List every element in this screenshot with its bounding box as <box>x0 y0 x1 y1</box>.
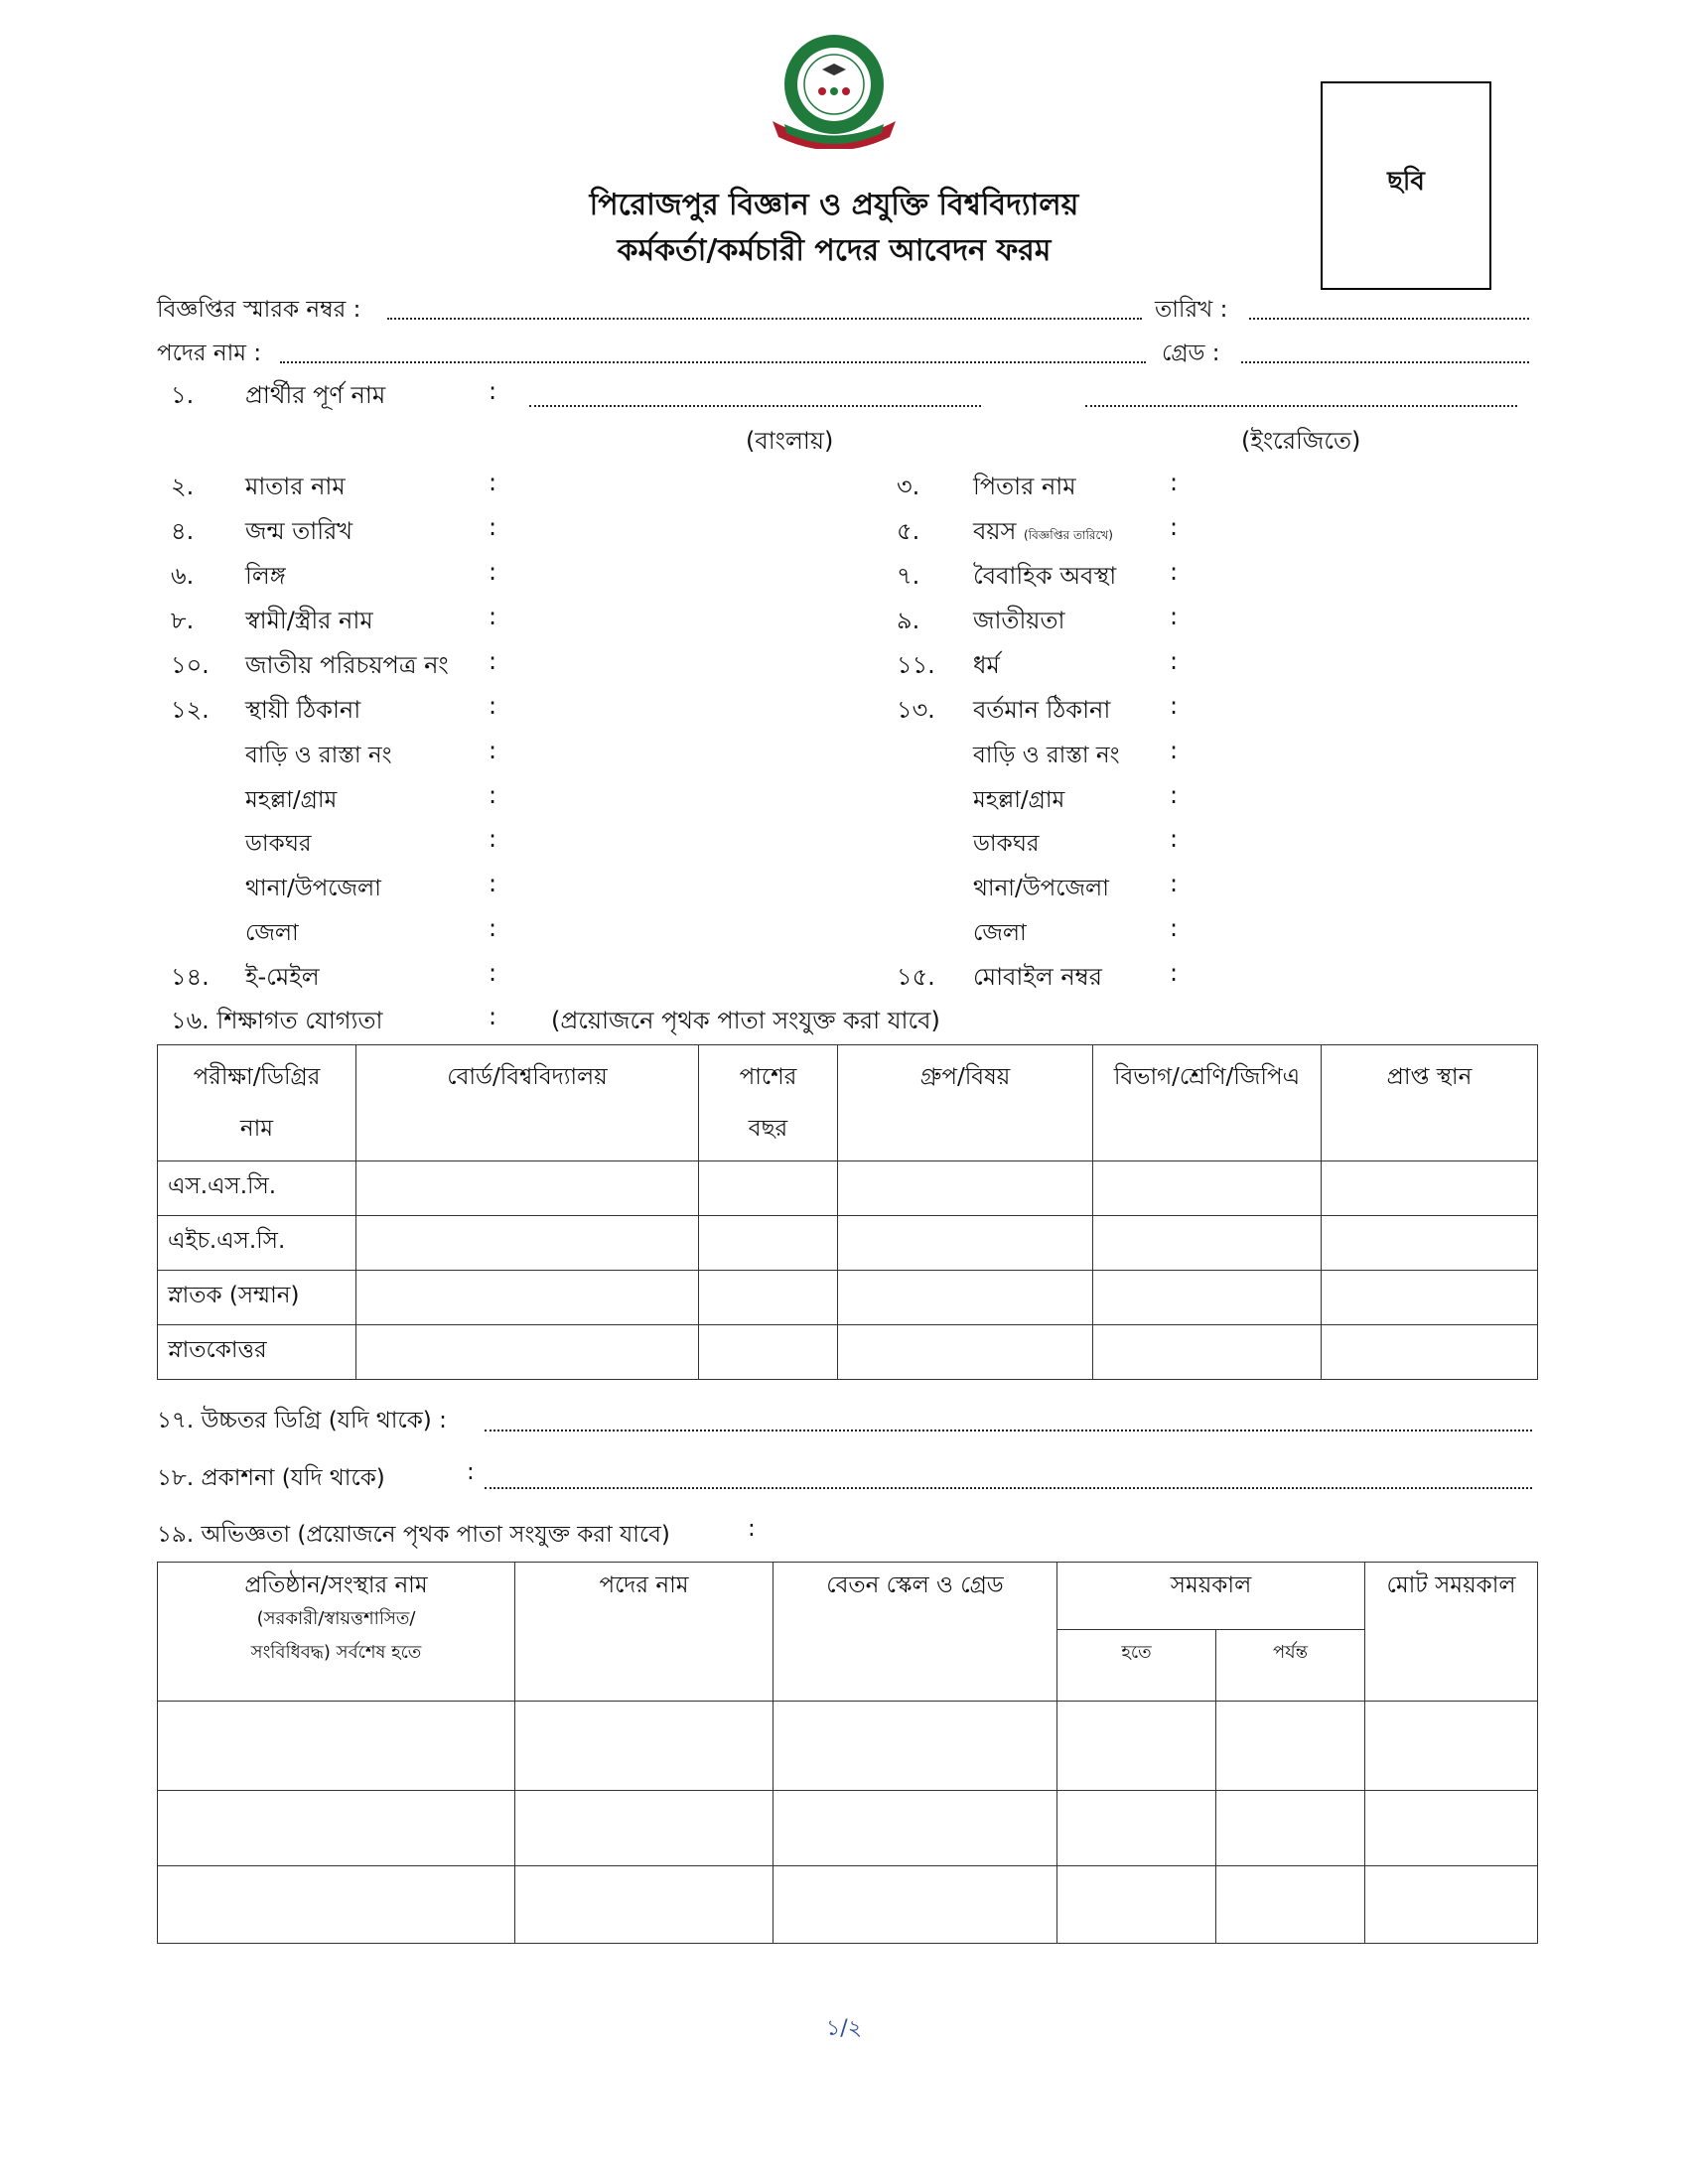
pres-upazila-label: থানা/উপজেলা <box>973 876 1109 901</box>
table-row <box>158 1702 1538 1791</box>
field-colon: : <box>1170 692 1179 720</box>
table-cell[interactable] <box>699 1271 838 1325</box>
table-cell[interactable] <box>356 1325 699 1380</box>
table-cell[interactable] <box>515 1791 774 1866</box>
grade-label: গ্রেড : <box>1162 341 1220 366</box>
table-cell[interactable] <box>1365 1866 1538 1944</box>
field-12-label: স্থায়ী ঠিকানা <box>245 696 361 724</box>
education-table <box>157 1044 1538 1380</box>
field-14-label: ই-মেইল <box>245 963 320 991</box>
field-6-num: ৬. <box>171 562 195 590</box>
field-colon: : <box>489 469 497 496</box>
field-colon: : <box>489 692 497 720</box>
col-period: সময়কাল <box>1057 1563 1365 1630</box>
university-title: পিরোজপুর বিজ্ঞান ও প্রযুক্তি বিশ্ববিদ্যালয় <box>589 188 1079 222</box>
field-5-label-text: বয়স <box>973 517 1017 545</box>
table-cell[interactable] <box>1216 1866 1365 1944</box>
table-cell[interactable] <box>1057 1702 1216 1791</box>
name-bangla-input[interactable] <box>529 383 981 407</box>
field-colon: : <box>489 870 497 897</box>
field-1-num: ১. <box>171 381 195 409</box>
field-colon: : <box>489 959 497 987</box>
field-12-num: ১২. <box>171 696 210 724</box>
field-8-num: ৮. <box>171 607 195 634</box>
field-3-num: ৩. <box>897 473 920 500</box>
field-5-num: ৫. <box>897 517 920 545</box>
memo-label: বিজ্ঞপ্তির স্মারক নম্বর : <box>157 297 361 323</box>
table-cell[interactable] <box>1093 1325 1322 1380</box>
experience-label: ১৯. অভিজ্ঞতা (প্রয়োজনে পৃথক পাতা সংযুক্ত করা যাবে) <box>157 1522 670 1548</box>
field-5-label <box>973 513 1113 553</box>
university-logo <box>765 30 904 149</box>
publication-colon: : <box>467 1459 475 1485</box>
table-cell[interactable] <box>699 1161 838 1216</box>
field-colon: : <box>1170 781 1179 809</box>
field-9-num: ৯. <box>897 607 920 634</box>
field-14-num: ১৪. <box>171 963 210 991</box>
field-colon: : <box>489 513 497 541</box>
field-colon: : <box>1170 737 1179 764</box>
col-org-line2: (সরকারী/স্বায়ত্তশাসিত/ <box>256 1608 416 1629</box>
date-input[interactable] <box>1249 296 1529 320</box>
col-total-period: মোট সময়কাল <box>1365 1563 1538 1702</box>
table-cell[interactable] <box>1322 1325 1538 1380</box>
pres-village-label: মহল্লা/গ্রাম <box>973 787 1065 813</box>
page-number: ১/২ <box>826 2016 862 2041</box>
table-cell[interactable] <box>1365 1702 1538 1791</box>
col-year <box>699 1045 838 1161</box>
field-11-label: ধর্ম <box>973 651 1000 679</box>
date-label: তারিখ : <box>1155 297 1228 323</box>
table-cell[interactable] <box>1365 1791 1538 1866</box>
field-colon: : <box>1170 558 1179 586</box>
perm-upazila-label: থানা/উপজেলা <box>245 876 381 901</box>
field-colon: : <box>1170 959 1179 987</box>
field-colon: : <box>1170 914 1179 942</box>
english-caption: (ইংরেজিতে) <box>1241 427 1361 455</box>
field-8-label: স্বামী/স্ত্রীর নাম <box>245 607 373 634</box>
col-exam-line1: পরীক্ষা/ডিগ্রির <box>193 1064 321 1090</box>
field-colon: : <box>489 825 497 853</box>
table-cell[interactable] <box>1093 1216 1322 1271</box>
col-year-line2: বছর <box>748 1116 788 1142</box>
table-cell[interactable] <box>515 1702 774 1791</box>
table-row <box>158 1866 1538 1944</box>
field-10-label: জাতীয় পরিচয়পত্র নং <box>245 651 449 679</box>
education-colon: : <box>489 1003 497 1030</box>
photo-label: ছবি <box>1387 167 1425 197</box>
table-cell[interactable] <box>1216 1702 1365 1791</box>
table-cell[interactable] <box>1093 1161 1322 1216</box>
field-13-label: বর্তমান ঠিকানা <box>973 696 1111 724</box>
field-3-label: পিতার নাম <box>973 473 1076 500</box>
higher-degree-label: ১৭. উচ্চতর ডিগ্রি (যদি থাকে) : <box>157 1408 447 1433</box>
pres-post-office-label: ডাকঘর <box>973 831 1040 857</box>
table-cell[interactable] <box>356 1216 699 1271</box>
table-cell[interactable] <box>515 1866 774 1944</box>
form-title: কর্মকর্তা/কর্মচারী পদের আবেদন ফরম <box>617 233 1052 268</box>
publication-label: ১৮. প্রকাশনা (যদি থাকে) <box>157 1465 385 1491</box>
field-5-note: (বিজ্ঞপ্তির তারিখে) <box>1024 528 1113 542</box>
table-row <box>158 1271 1538 1325</box>
field-13-num: ১৩. <box>897 696 935 724</box>
col-from: হতে <box>1057 1630 1216 1702</box>
field-15-label: মোবাইল নম্বর <box>973 963 1103 991</box>
col-org-line1: প্রতিষ্ঠান/সংস্থার নাম <box>244 1572 428 1598</box>
grade-input[interactable] <box>1241 340 1529 363</box>
field-2-label: মাতার নাম <box>245 473 346 500</box>
education-note: (প্রয়োজনে পৃথক পাতা সংযুক্ত করা যাবে) <box>551 1007 940 1034</box>
col-division: বিভাগ/শ্রেণি/জিপিএ <box>1093 1045 1322 1161</box>
field-1-colon: : <box>489 377 497 405</box>
higher-degree-input[interactable] <box>485 1408 1532 1432</box>
table-cell[interactable] <box>699 1216 838 1271</box>
perm-district-label: জেলা <box>245 920 299 946</box>
table-cell[interactable] <box>158 1791 515 1866</box>
col-organization <box>158 1563 515 1702</box>
field-colon: : <box>489 558 497 586</box>
experience-header-row <box>158 1563 1538 1630</box>
education-label: ১৬. শিক্ষাগত যোগ্যতা <box>171 1007 383 1034</box>
field-10-num: ১০. <box>171 651 210 679</box>
field-colon: : <box>1170 513 1179 541</box>
table-cell[interactable] <box>1322 1216 1538 1271</box>
table-cell[interactable] <box>1057 1866 1216 1944</box>
table-row <box>158 1216 1538 1271</box>
experience-table <box>157 1562 1538 1944</box>
table-cell[interactable] <box>1322 1161 1538 1216</box>
col-position: প্রাপ্ত স্থান <box>1322 1045 1538 1161</box>
post-label: পদের নাম : <box>157 341 262 366</box>
field-colon: : <box>1170 469 1179 496</box>
field-colon: : <box>489 647 497 675</box>
field-7-label: বৈবাহিক অবস্থা <box>973 562 1117 590</box>
table-cell[interactable] <box>356 1271 699 1325</box>
perm-village-label: মহল্লা/গ্রাম <box>245 787 338 813</box>
row-masters: স্নাতকোত্তর <box>158 1325 356 1380</box>
table-row <box>158 1161 1538 1216</box>
col-year-line1: পাশের <box>739 1064 797 1090</box>
table-cell[interactable] <box>356 1161 699 1216</box>
perm-house-label: বাড়ি ও রাস্তা নং <box>245 743 392 768</box>
field-6-label: লিঙ্গ <box>245 562 286 590</box>
field-colon: : <box>489 914 497 942</box>
field-15-num: ১৫. <box>897 963 935 991</box>
field-4-num: ৪. <box>171 517 195 545</box>
photo-box[interactable] <box>1321 81 1491 290</box>
table-cell[interactable] <box>1322 1271 1538 1325</box>
col-to: পর্যন্ত <box>1216 1630 1365 1702</box>
table-cell[interactable] <box>158 1866 515 1944</box>
table-cell[interactable] <box>838 1325 1093 1380</box>
field-colon: : <box>489 737 497 764</box>
col-group: গ্রুপ/বিষয় <box>838 1045 1093 1161</box>
experience-colon: : <box>748 1516 756 1542</box>
col-pay-scale: বেতন স্কেল ও গ্রেড <box>774 1563 1057 1702</box>
field-colon: : <box>1170 647 1179 675</box>
table-cell[interactable] <box>838 1271 1093 1325</box>
table-cell[interactable] <box>838 1161 1093 1216</box>
row-ssc: এস.এস.সি. <box>158 1161 356 1216</box>
col-org-line3: সংবিধিবদ্ধ) সর্বশেষ হতে <box>250 1642 422 1663</box>
field-1-label: প্রার্থীর পূর্ণ নাম <box>245 381 386 409</box>
table-cell[interactable] <box>158 1702 515 1791</box>
row-honours: স্নাতক (সম্মান) <box>158 1271 356 1325</box>
table-cell[interactable] <box>838 1216 1093 1271</box>
col-exam <box>158 1045 356 1161</box>
table-cell[interactable] <box>774 1791 1057 1866</box>
publication-input[interactable] <box>485 1465 1532 1489</box>
field-colon: : <box>489 781 497 809</box>
field-4-label: জন্ম তারিখ <box>245 517 353 545</box>
table-cell[interactable] <box>1093 1271 1322 1325</box>
col-board: বোর্ড/বিশ্ববিদ্যালয় <box>356 1045 699 1161</box>
field-colon: : <box>489 603 497 630</box>
field-9-label: জাতীয়তা <box>973 607 1065 634</box>
field-colon: : <box>1170 603 1179 630</box>
pres-district-label: জেলা <box>973 920 1027 946</box>
col-post: পদের নাম <box>515 1563 774 1702</box>
table-cell[interactable] <box>774 1866 1057 1944</box>
post-input[interactable] <box>280 340 1146 363</box>
pres-house-label: বাড়ি ও রাস্তা নং <box>973 743 1120 768</box>
table-row <box>158 1791 1538 1866</box>
field-7-num: ৭. <box>897 562 920 590</box>
table-cell[interactable] <box>1216 1791 1365 1866</box>
field-colon: : <box>1170 825 1179 853</box>
table-cell[interactable] <box>1057 1791 1216 1866</box>
education-header-row <box>158 1045 1538 1161</box>
memo-input[interactable] <box>387 296 1142 320</box>
field-colon: : <box>1170 870 1179 897</box>
field-11-num: ১১. <box>897 651 935 679</box>
table-row <box>158 1325 1538 1380</box>
col-exam-line2: নাম <box>239 1116 274 1142</box>
table-cell[interactable] <box>774 1702 1057 1791</box>
name-english-input[interactable] <box>1085 383 1517 407</box>
perm-post-office-label: ডাকঘর <box>245 831 312 857</box>
field-2-num: ২. <box>171 473 195 500</box>
bangla-caption: (বাংলায়) <box>746 427 834 455</box>
table-cell[interactable] <box>699 1325 838 1380</box>
row-hsc: এইচ.এস.সি. <box>158 1216 356 1271</box>
